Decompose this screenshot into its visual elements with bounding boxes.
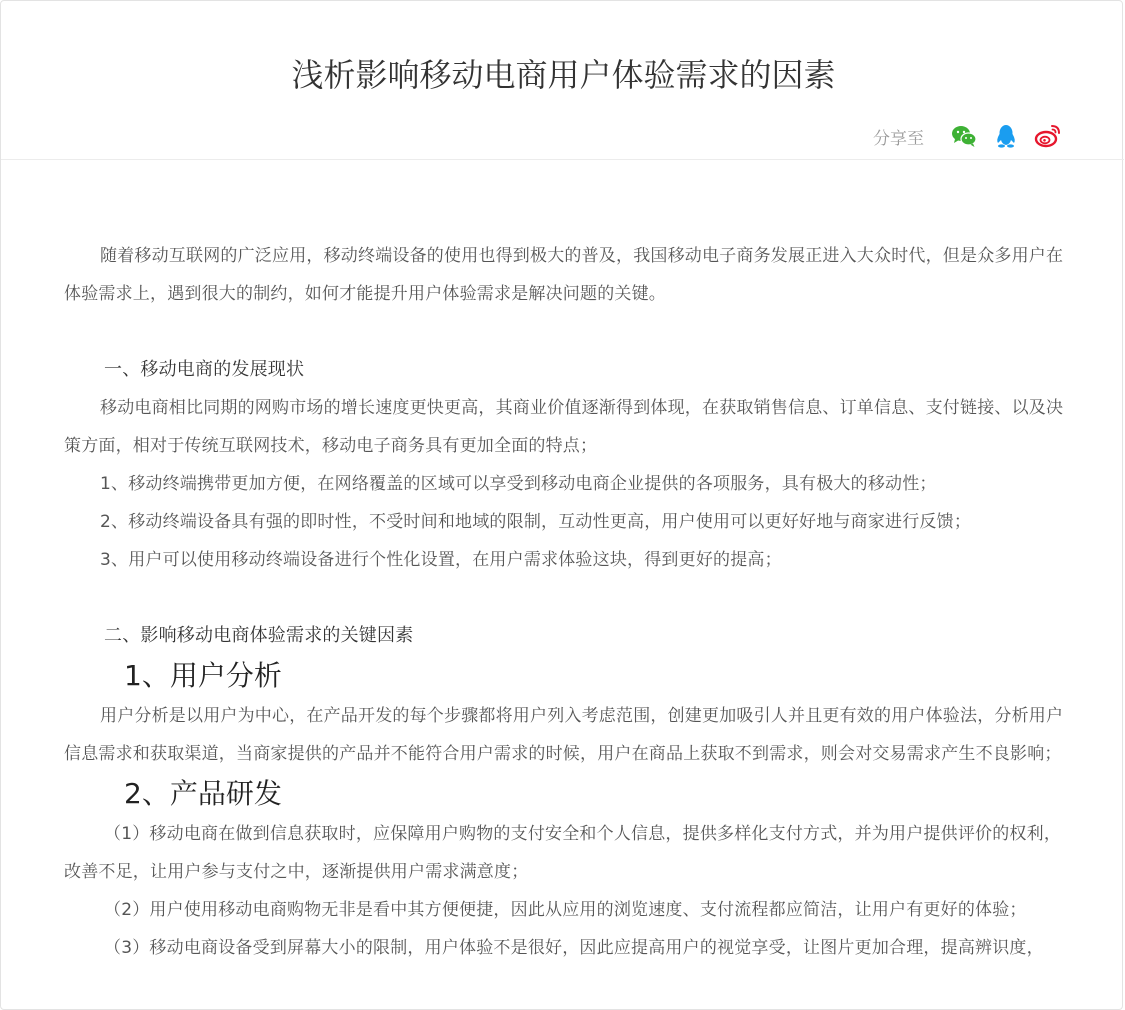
weibo-icon[interactable] [1034,122,1062,150]
list-item: 1、移动终端携带更加方便，在网络覆盖的区域可以享受到移动电商企业提供的各项服务，具有极大的移动性； [100,474,937,494]
list-item: 3、用户可以使用移动终端设备进行个性化设置，在用户需求体验这块，得到更好的提高； [100,550,782,570]
section-heading-2: 二、影响移动电商体验需求的关键因素 [104,625,414,646]
user-analysis-paragraph: 用户分析是以用户为中心，在产品开发的每个步骤都将用户列入考虑范围，创建更加吸引人并且更有效的用户体验法，分析用户信息需求和获取渠道，当商家提供的产品并不能符合用户需求的时候，用户在商品上获取不到需求，则会对交易需求产生不良影响； [64,706,1064,764]
article-body [64,237,1064,967]
share-label: 分享至 [873,128,924,149]
section-1-paragraph: 移动电商相比同期的网购市场的增长速度更快更高，其商业价值逐渐得到体现，在获取销售信息、订单信息、支付链接、以及决策方面，相对于传统互联网技术，移动电子商务具有更加全面的特点； [64,398,1064,456]
list-item: （1）移动电商在做到信息获取时，应保障用户购物的支付安全和个人信息，提供多样化支付方式，并为用户提供评价的权利，改善不足，让用户参与支付之中，逐渐提供用户需求满意度； [64,824,1062,882]
qq-icon[interactable] [992,122,1020,150]
list-item: （3）移动电商设备受到屏幕大小的限制，用户体验不是很好，因此应提高用户的视觉享受，让图片更加合理，提高辨识度， [104,938,1044,958]
list-item: 2、移动终端设备具有强的即时性，不受时间和地域的限制，互动性更高，用户使用可以更好好地与商家进行反馈； [100,512,972,532]
article-header [1,1,1124,160]
subheading-product-development: 2、产品研发 [124,777,282,810]
wechat-icon[interactable] [950,122,978,150]
article-title: 浅析影响移动电商用户体验需求的因素 [291,56,836,94]
intro-paragraph: 随着移动互联网的广泛应用，移动终端设备的使用也得到极大的普及，我国移动电子商务发展正进入大众时代，但是众多用户在体验需求上，遇到很大的制约，如何才能提升用户体验需求是解决问题的关键。 [64,246,1064,304]
list-item: （2）用户使用移动电商购物无非是看中其方便便捷，因此从应用的浏览速度、支付流程都应简洁，让用户有更好的体验； [104,900,1027,920]
section-heading-1: 一、移动电商的发展现状 [104,359,305,380]
subheading-user-analysis: 1、用户分析 [124,659,282,692]
share-bar [873,121,1062,151]
